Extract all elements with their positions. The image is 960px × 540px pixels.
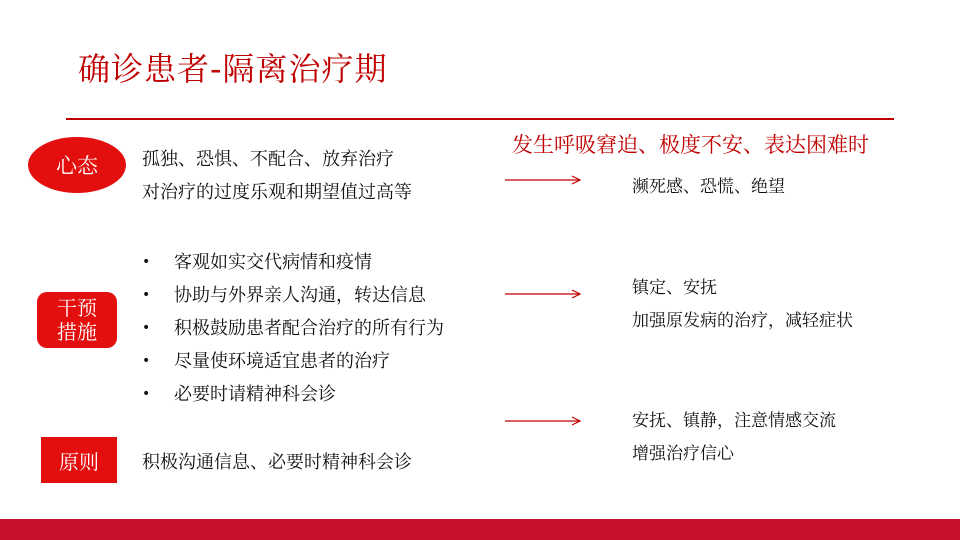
- reaction-line: 濒死感、恐慌、绝望: [632, 177, 785, 197]
- support-line: 安抚、镇静，注意情感交流: [632, 411, 836, 431]
- arrow-icon: [505, 290, 580, 298]
- arrow-icon: [505, 176, 580, 184]
- title-divider: [66, 118, 894, 120]
- intervention-label: [37, 292, 117, 348]
- mindset-text: [142, 143, 412, 209]
- bullet-text: 积极鼓励患者配合治疗的所有行为: [174, 318, 444, 339]
- response-text: [632, 272, 853, 338]
- bullet-dot-icon: •: [142, 386, 151, 402]
- reaction-text: [632, 171, 785, 204]
- bullet-item: [140, 279, 444, 312]
- response-line: 加强原发病的治疗，减轻症状: [632, 311, 853, 331]
- bullet-text: 客观如实交代病情和疫情: [174, 252, 372, 273]
- bullet-item: [140, 312, 444, 345]
- bullet-text: 尽量使环境适宜患者的治疗: [174, 351, 390, 372]
- footer-bar: [0, 519, 960, 540]
- principle-text: 积极沟通信息、必要时精神科会诊: [142, 452, 412, 473]
- support-line: 增强治疗信心: [632, 444, 734, 464]
- intervention-label-line: 干预: [57, 296, 97, 320]
- bullet-item: [140, 345, 444, 378]
- principle-label: [41, 437, 117, 483]
- mindset-line: 孤独、恐惧、不配合、放弃治疗: [142, 149, 394, 170]
- mindset-label: [28, 137, 126, 193]
- condition-heading: 发生呼吸窘迫、极度不安、表达困难时: [512, 133, 869, 157]
- slide-title: 确诊患者-隔离治疗期: [78, 50, 388, 88]
- principle-label-text: 原则: [59, 449, 99, 474]
- bullet-dot-icon: •: [142, 320, 151, 336]
- bullet-dot-icon: •: [142, 287, 151, 303]
- arrow-icon: [505, 417, 580, 425]
- bullet-dot-icon: •: [142, 353, 151, 369]
- response-line: 镇定、安抚: [632, 278, 717, 298]
- mindset-line: 对治疗的过度乐观和期望值过高等: [142, 182, 412, 203]
- bullet-text: 协助与外界亲人沟通，转达信息: [174, 285, 426, 306]
- intervention-label-line: 措施: [57, 320, 97, 344]
- bullet-text: 必要时请精神科会诊: [174, 384, 336, 405]
- bullet-dot-icon: •: [142, 254, 151, 270]
- mindset-label-text: 心态: [56, 154, 98, 178]
- bullet-item: [140, 246, 444, 279]
- bullet-item: [140, 378, 444, 411]
- support-text: [632, 405, 836, 471]
- intervention-bullet-list: [140, 246, 444, 411]
